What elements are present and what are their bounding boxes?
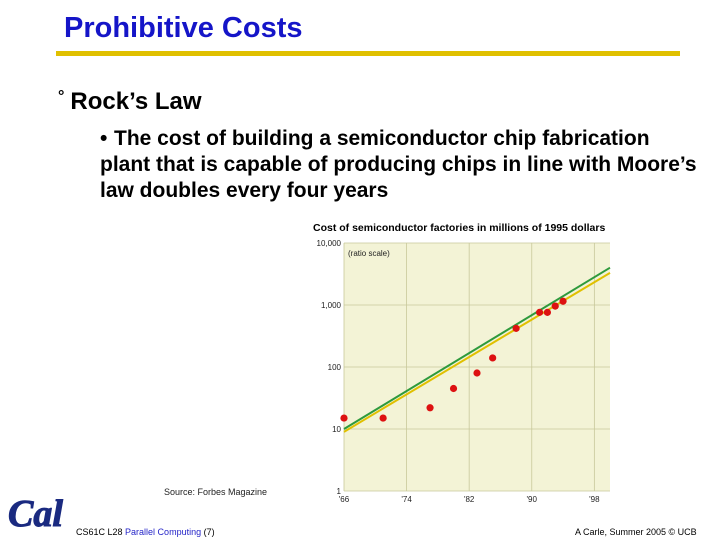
bullet-level1 [58,88,202,116]
data-point [513,325,520,332]
footer-course [76,527,215,537]
bullet-marker-2: • [100,127,108,150]
ratio-scale-note: (ratio scale) [348,249,390,258]
y-tick-label: 10 [332,425,341,434]
data-point [473,369,480,376]
data-point [552,302,559,309]
x-tick-label: '98 [589,495,600,504]
chart-title: Cost of semiconductor factories in millions of 1995 dollars [313,222,606,234]
cal-logo-text: Cal [8,493,63,535]
footer-credit: A Carle, Summer 2005 © UCB [575,527,697,537]
bullet-marker: ° [58,88,65,105]
y-tick-label: 1 [336,487,341,496]
chart-source: Source: Forbes Magazine [164,487,268,497]
bullet-level1-text: Rock’s Law [70,88,202,115]
footer-page: (7) [203,527,215,537]
data-point [340,414,347,421]
x-tick-label: '74 [401,495,412,504]
y-tick-label: 1,000 [320,301,341,310]
footer-topic: Parallel Computing [125,527,202,537]
cost-chart [300,236,620,506]
title-underline [56,51,680,56]
data-point [559,298,566,305]
data-point [544,309,551,316]
slide-title: Prohibitive Costs [64,12,303,44]
bullet-level2 [100,126,700,204]
y-tick-label: 100 [327,363,341,372]
data-point [426,404,433,411]
data-point [380,414,387,421]
cal-logo [6,484,74,536]
data-point [536,309,543,316]
bullet-level2-text: The cost of building a semiconductor chip fabrication plant that is capable of producing chips in line with Moore’s law doubles every four years [100,127,697,202]
data-point [489,354,496,361]
x-tick-label: '82 [463,495,475,504]
y-tick-label: 10,000 [316,239,341,248]
x-tick-label: '90 [526,495,537,504]
data-point [450,385,457,392]
x-tick-label: '66 [338,495,350,504]
footer-course-code: CS61C L28 [76,527,123,537]
